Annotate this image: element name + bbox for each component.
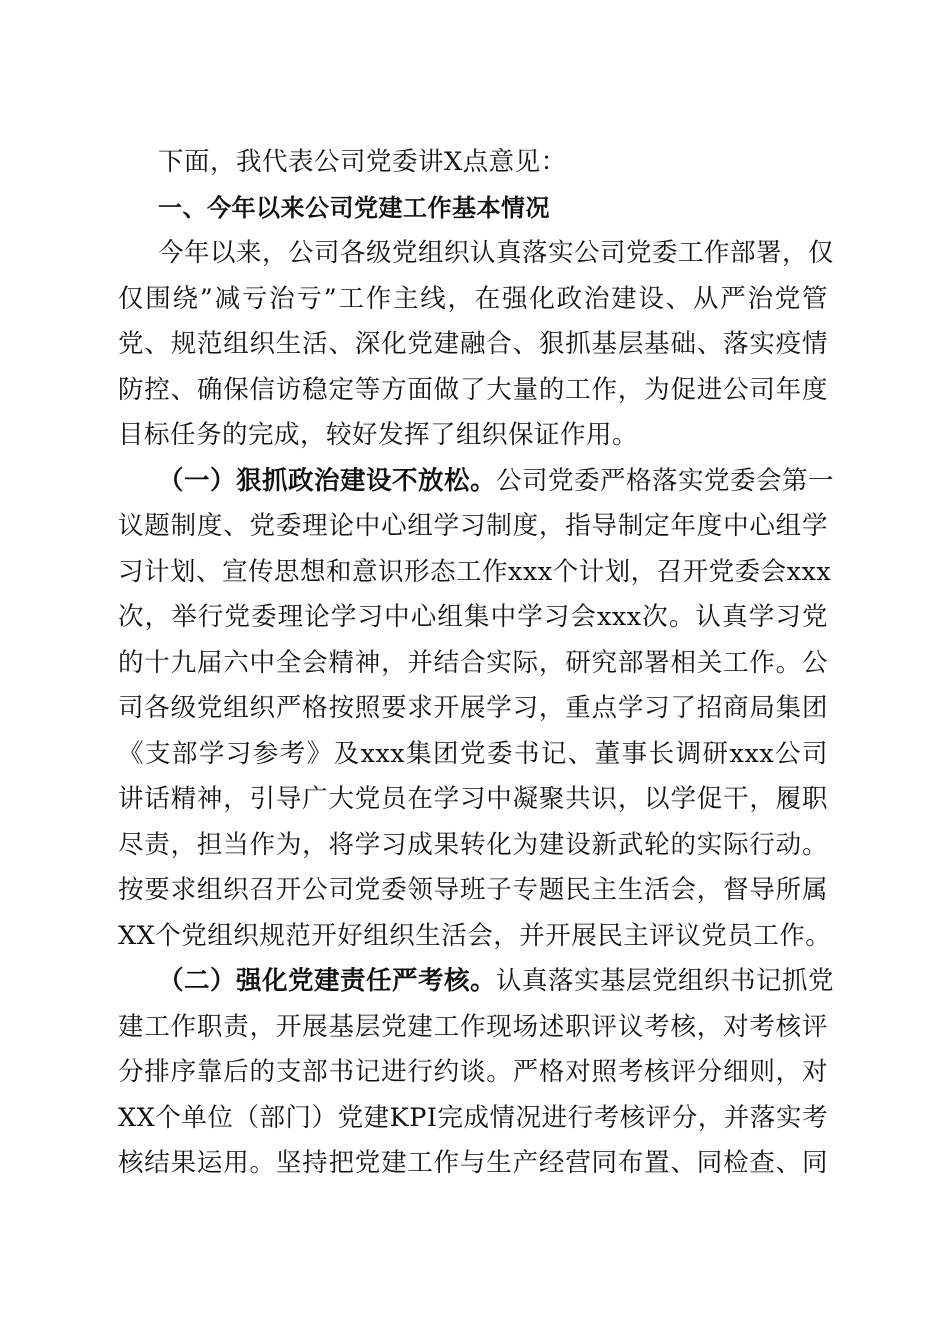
text-line: XX个党组织规范开好组织生活会，并开展民主评议党员工作。 bbox=[118, 920, 832, 951]
text-line: 建工作职责，开展基层党建工作现场述职评议考核，对考核评 bbox=[118, 1011, 828, 1042]
paragraph-political-building bbox=[118, 459, 835, 960]
text-line: 分排序靠后的支部书记进行约谈。严格对照考核评分细则，对 bbox=[118, 1057, 828, 1087]
text-line bbox=[118, 959, 835, 1005]
document-page bbox=[118, 140, 835, 1187]
text-line: 核结果运用。坚持把党建工作与生产经营同布置、同检查、同 bbox=[118, 1148, 828, 1178]
text-line: 次，举行党委理论学习中心组集中学习会xxx次。认真学习党 bbox=[118, 602, 828, 632]
text-line: 的十九届六中全会精神，并结合实际，研究部署相关工作。公 bbox=[118, 647, 828, 678]
text-line: 习计划、宣传思想和意识形态工作xxx个计划，召开党委会xxx bbox=[118, 556, 832, 587]
text-line: 《支部学习参考》及xxx集团党委书记、董事长调研xxx公司 bbox=[118, 738, 828, 769]
intro-line: 下面，我代表公司党委讲X点意见： bbox=[158, 147, 567, 177]
section-heading-1: 一、今年以来公司党建工作基本情况 bbox=[158, 193, 550, 222]
text-line: 司各级党组织严格按照要求开展学习，重点学习了招商局集团 bbox=[118, 693, 828, 723]
subheading-political-building: （一）狠抓政治建设不放松。 bbox=[158, 465, 497, 496]
text-span: 认真落实基层党组织书记抓党 bbox=[496, 966, 835, 996]
text-line: 讲话精神，引导广大党员在学习中凝聚共识，以学促干，履职 bbox=[118, 784, 828, 814]
text-line: 目标任务的完成，较好发挥了组织保证作用。 bbox=[118, 420, 639, 450]
text-line: XX个单位（部门）党建KPI完成情况进行考核评分，并落实考 bbox=[118, 1102, 828, 1133]
text-line: 防控、确保信访稳定等方面做了大量的工作，为促进公司年度 bbox=[118, 374, 828, 405]
text-line: 按要求组织召开公司党委领导班子专题民主生活会，督导所属 bbox=[118, 875, 828, 905]
paragraph-responsibility-assessment bbox=[118, 959, 835, 1187]
text-line: 议题制度、党委理论中心组学习制度，指导制定年度中心组学 bbox=[118, 511, 828, 541]
text-line: 党、规范组织生活、深化党建融合、狠抓基层基础、落实疫情 bbox=[118, 329, 828, 359]
text-span: 公司党委严格落实党委会第一 bbox=[496, 465, 835, 496]
paragraph-overview bbox=[118, 231, 835, 459]
text-line: 尽责，担当作为，将学习成果转化为建设新武轮的实际行动。 bbox=[118, 829, 828, 860]
text-line: 仅围绕”减亏治亏”工作主线，在强化政治建设、从严治党管 bbox=[118, 283, 828, 314]
text-line: 今年以来，公司各级党组织认真落实公司党委工作部署，仅 bbox=[158, 238, 835, 268]
text-line bbox=[118, 459, 835, 505]
subheading-responsibility-assessment: （二）强化党建责任严考核。 bbox=[158, 966, 497, 996]
